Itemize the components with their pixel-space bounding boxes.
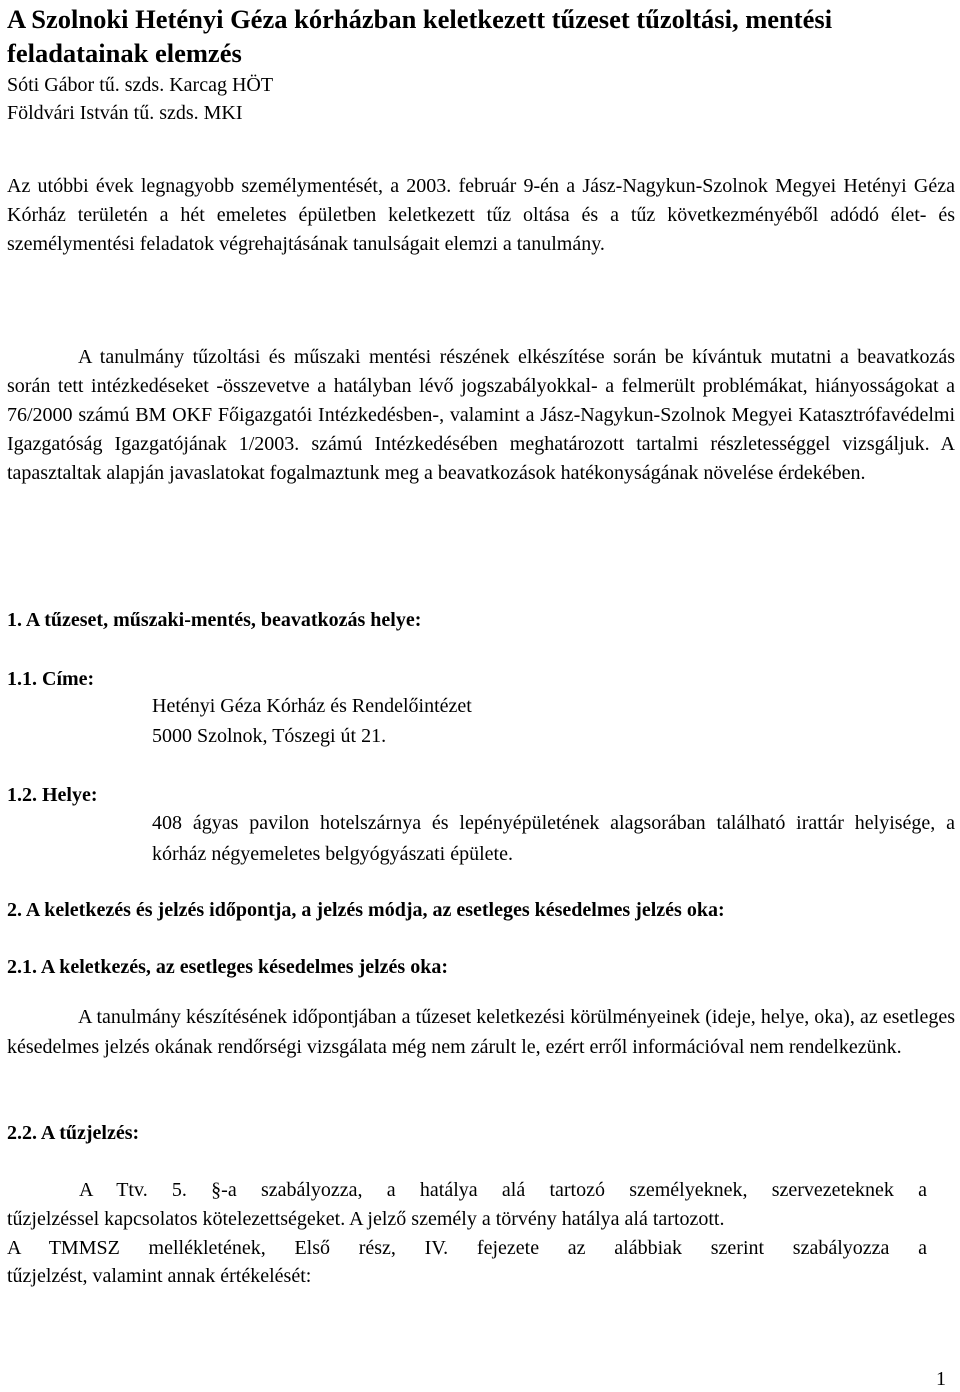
section-2-heading: 2. A keletkezés és jelzés időpontja, a jelzés módja, az esetleges késedelmes jelzés oka: — [7, 899, 725, 921]
section-2-2-line: A TMMSZ mellékletének, Első rész, IV. fejezete az alábbiak szerint szabályozza a — [7, 1237, 927, 1259]
section-2-1-heading: 2.1. A keletkezés, az esetleges késedelmes jelzés oka: — [7, 956, 448, 978]
address-line: 5000 Szolnok, Tószegi út 21. — [152, 725, 387, 747]
page-number: 1 — [936, 1368, 946, 1390]
location-text: 408 ágyas pavilon hotelszárnya és lepényépületének alagsorában található irattár helyisége, a kórház négyemeletes belgyógyászati épülete. — [152, 812, 955, 865]
section-2-2-line: A Ttv. 5. §-a szabályozza, a hatálya alá tartozó személyeknek, szervezeteknek a — [79, 1179, 927, 1201]
section-2-2-heading: 2.2. A tűzjelzés: — [7, 1122, 140, 1144]
address-line: Hetényi Géza Kórház és Rendelőintézet — [152, 695, 472, 717]
location-label: 1.2. Helye: — [7, 784, 98, 806]
section-2-2-line: tűzjelzéssel kapcsolatos kötelezettségeket. A jelző személy a törvény hatálya alá tartozott. — [7, 1208, 725, 1230]
section-2-2-line: tűzjelzést, valamint annak értékelését: — [7, 1265, 312, 1287]
author-line: Sóti Gábor tű. szds. Karcag HÖT — [7, 74, 274, 96]
study-paragraph: A tanulmány tűzoltási és műszaki mentési részének elkészítése során be kívántuk mutatni a beavatkozás során tett intézkedéseket -összevetve a hatályban lévő jogszabályokkal- a felmerült problémákat, hiányosságokat a 76/2000 számú BM OKF Főigazgatói Intézkedésben-, valamint a Jász-Nagykun-Szolnok Megyei Katasztrófavédelmi Igazgatóság Igazgatójának 1/2003. számú Intézkedésében meghatározott tartalmi részletességgel vizsgáljuk. A tapasztaltak alapján javaslatokat fogalmaztunk meg a beavatkozások hatékonyságának növelése érdekében. — [7, 346, 955, 484]
document-title: A Szolnoki Hetényi Géza kórházban keletkezett tűzeset tűzoltási, mentési feladatainak elemzés — [7, 4, 833, 68]
address-label: 1.1. Címe: — [7, 668, 95, 690]
section-2-1-text: A tanulmány készítésének időpontjában a tűzeset keletkezési körülményeinek (ideje, helye, oka), az esetleges késedelmes jelzés okának rendőrségi vizsgálata még nem zárult le, ezért erről információval nem rendelkezünk. — [7, 1006, 955, 1058]
author-line: Földvári István tű. szds. MKI — [7, 102, 243, 124]
section-1-heading: 1. A tűzeset, műszaki-mentés, beavatkozás helye: — [7, 609, 422, 631]
intro-paragraph: Az utóbbi évek legnagyobb személymentését, a 2003. február 9-én a Jász-Nagykun-Szolnok Megyei Hetényi Géza Kórház területén a hét emeletes épületben keletkezett tűz oltása és a tűz következményéből adódó élet- és személymentési feladatok végrehajtásának tanulságait elemzi a tanulmány. — [7, 175, 955, 255]
